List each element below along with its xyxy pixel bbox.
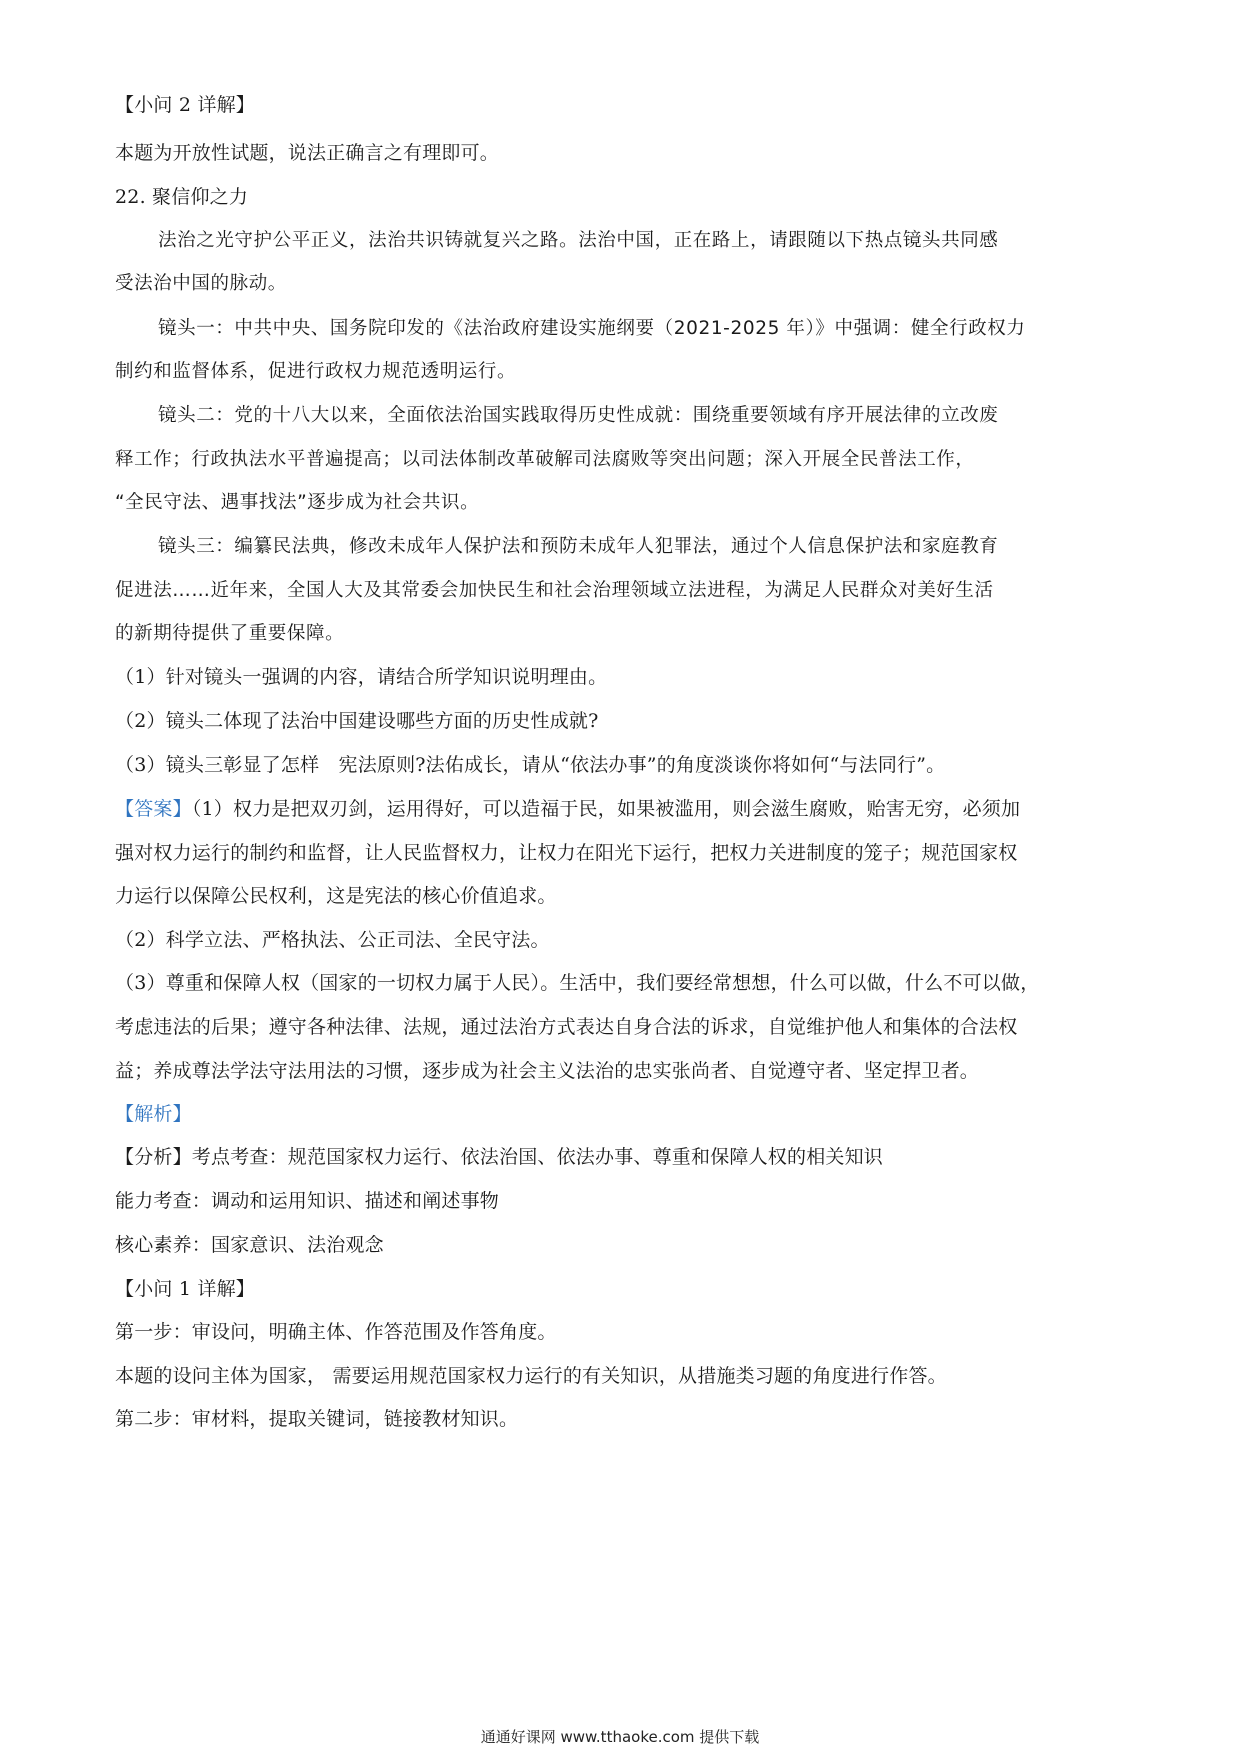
shot-3-line-2: 促进法……近年来，全国人大及其常委会加快民生和社会治理领域立法进程，为满足人民群众对美好生活 — [115, 580, 994, 601]
answer-2: （2）科学立法、严格执法、公正司法、全民守法。 — [115, 929, 550, 951]
answer-3-line-1: （3）尊重和保障人权（国家的一切权力属于人民）。生活中，我们要经常想想，什么可以做，什么不可以做， — [115, 972, 1040, 994]
question-3: （3）镜头三彰显了怎样 宪法原则?法佑成长，请从“依法办事”的角度淡谈你将如何“与法同行”。 — [115, 754, 946, 776]
shot-2-line-2: 释工作；行政执法水平普遍提高；以司法体制改革破解司法腐败等突出问题；深入开展全民普法工作， — [115, 449, 975, 470]
answer-3-line-3: 益；养成尊法学法守法用法的习惯，逐步成为社会主义法治的忠实张尚者、自觉遵守者、坚定捍卫者。 — [115, 1060, 980, 1082]
analysis-core-literacy: 核心素养：国家意识、法治观念 — [115, 1234, 384, 1256]
step-1: 第一步：审设问，明确主体、作答范围及作答角度。 — [115, 1321, 557, 1343]
analysis-ability: 能力考查：调动和运用知识、描述和阐述事物 — [115, 1190, 500, 1212]
answer-1-line-2: 强对权力运行的制约和监督，让人民监督权力，让权力在阳光下运行，把权力关进制度的笼子；规范国家权 — [115, 842, 1018, 864]
question-1: （1）针对镜头一强调的内容，请结合所学知识说明理由。 — [115, 666, 608, 688]
shot-1-line-2: 制约和监督体系，促进行政权力规范透明运行。 — [115, 361, 517, 382]
page-footer: 通通好课网 www.tthaoke.com 提供下载 — [480, 1728, 760, 1746]
subquestion-2-heading: 【小问 2 详解】 — [115, 94, 255, 116]
question-22-title: 22. 聚信仰之力 — [115, 186, 249, 208]
step-1-explanation: 本题的设问主体为国家， 需要运用规范国家权力运行的有关知识，从措施类习题的角度进行作答。 — [115, 1365, 947, 1387]
answer-1-line-3: 力运行以保障公民权利，这是宪法的核心价值追求。 — [115, 885, 557, 907]
shot-1-line-1: 镜头一：中共中央、国务院印发的《法治政府建设实施纲要（2021-2025 年）》中强调：健全行政权力 — [158, 318, 1026, 339]
analysis-exam-points: 【分析】考点考查：规范国家权力运行、依法治国、依法办事、尊重和保障人权的相关知识 — [115, 1146, 884, 1168]
shot-2-line-3: “全民守法、遇事找法”逐步成为社会共识。 — [115, 492, 480, 513]
question-2: （2）镜头二体现了法治中国建设哪些方面的历史性成就? — [115, 710, 599, 732]
material-intro-line-2: 受法治中国的脉动。 — [115, 273, 287, 294]
answer-label: 【答案】 — [115, 798, 192, 820]
step-2: 第二步：审材料，提取关键词，链接教材知识。 — [115, 1408, 519, 1430]
subquestion-1-heading: 【小问 1 详解】 — [115, 1278, 255, 1300]
answer-1-line-1 — [115, 796, 1125, 822]
answer-1-line-1-text: （1）权力是把双刃剑，运用得好，可以造福于民，如果被滥用，则会滋生腐败，贻害无穷，必须加 — [191, 798, 1021, 820]
analysis-label: 【解析】 — [115, 1103, 192, 1125]
shot-3-line-3: 的新期待提供了重要保障。 — [115, 623, 345, 644]
material-intro-line-1: 法治之光守护公平正义，法治共识铸就复兴之路。法治中国，正在路上，请跟随以下热点镜头共同感 — [158, 230, 999, 251]
shot-2-line-1: 镜头二：党的十八大以来，全面依法治国实践取得历史性成就：围绕重要领域有序开展法律的立改废 — [158, 405, 999, 426]
subquestion-2-text: 本题为开放性试题，说法正确言之有理即可。 — [115, 142, 500, 164]
answer-3-line-2: 考虑违法的后果；遵守各种法律、法规，通过法治方式表达自身合法的诉求，自觉维护他人和集体的合法权 — [115, 1016, 1018, 1038]
shot-3-line-1: 镜头三：编纂民法典，修改未成年人保护法和预防未成年人犯罪法，通过个人信息保护法和家庭教育 — [158, 536, 999, 557]
